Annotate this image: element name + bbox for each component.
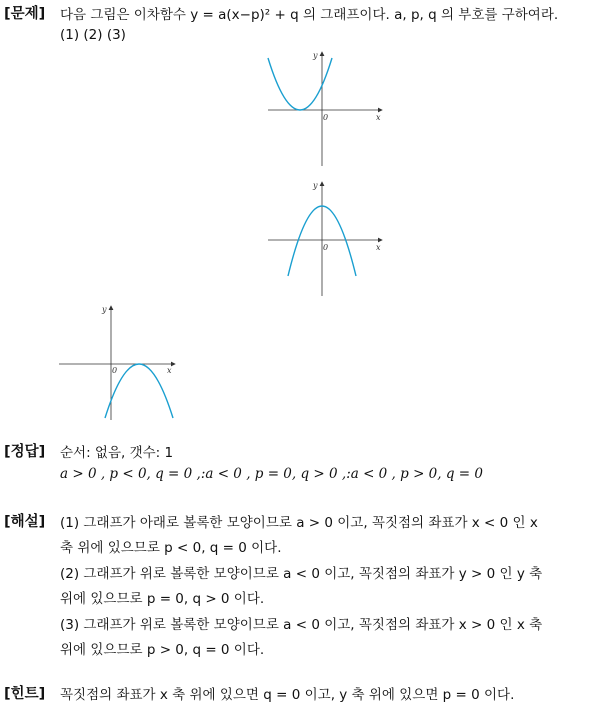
y-axis-label: y <box>313 181 318 190</box>
graph-2 <box>262 176 392 300</box>
problem-tag: [문제] <box>4 6 46 22</box>
y-axis-label: y <box>102 305 107 314</box>
explanation-line: 축 위에 있으므로 p < 0, q = 0 이다. <box>60 540 282 556</box>
explanation-line: 위에 있으므로 p > 0, q = 0 이다. <box>60 642 265 658</box>
origin-label: 0 <box>323 113 329 122</box>
problem-statement: 다음 그림은 이차함수 y = a(x−p)² + q 의 그래프이다. a, p, q 의 부호를 구하여라. <box>60 7 559 23</box>
graph-3 <box>55 302 185 424</box>
problem-subparts: (1) (2) (3) <box>60 27 126 43</box>
answer-values: a > 0 , p < 0, q = 0 ,:a < 0 , p = 0, q > 0 ,:a < 0 , p > 0, q = 0 <box>60 466 483 482</box>
y-axis-label: y <box>313 51 318 60</box>
answer-tag: [정답] <box>4 444 46 460</box>
explanation-line: 위에 있으므로 p = 0, q > 0 이다. <box>60 591 265 607</box>
hint-tag: [힌트] <box>4 686 46 702</box>
x-axis-label: x <box>376 113 381 122</box>
origin-label: 0 <box>323 243 329 252</box>
x-axis-label: x <box>376 243 381 252</box>
origin-label: 0 <box>112 366 118 375</box>
explanation-line: (3) 그래프가 위로 볼록한 모양이므로 a < 0 이고, 꼭짓점의 좌표가 x > 0 인 x 축 <box>60 617 543 633</box>
answer-meta: 순서: 없음, 갯수: 1 <box>60 445 174 461</box>
hint-text: 꼭짓점의 좌표가 x 축 위에 있으면 q = 0 이고, y 축 위에 있으면 p = 0 이다. <box>60 687 515 703</box>
explanation-line: (1) 그래프가 아래로 볼록한 모양이므로 a > 0 이고, 꼭짓점의 좌표가 x < 0 인 x <box>60 515 538 531</box>
x-axis-label: x <box>167 366 172 375</box>
graph-1 <box>262 46 392 168</box>
explanation-line: (2) 그래프가 위로 볼록한 모양이므로 a < 0 이고, 꼭짓점의 좌표가 y > 0 인 y 축 <box>60 566 543 582</box>
explanation-tag: [해설] <box>4 514 46 530</box>
